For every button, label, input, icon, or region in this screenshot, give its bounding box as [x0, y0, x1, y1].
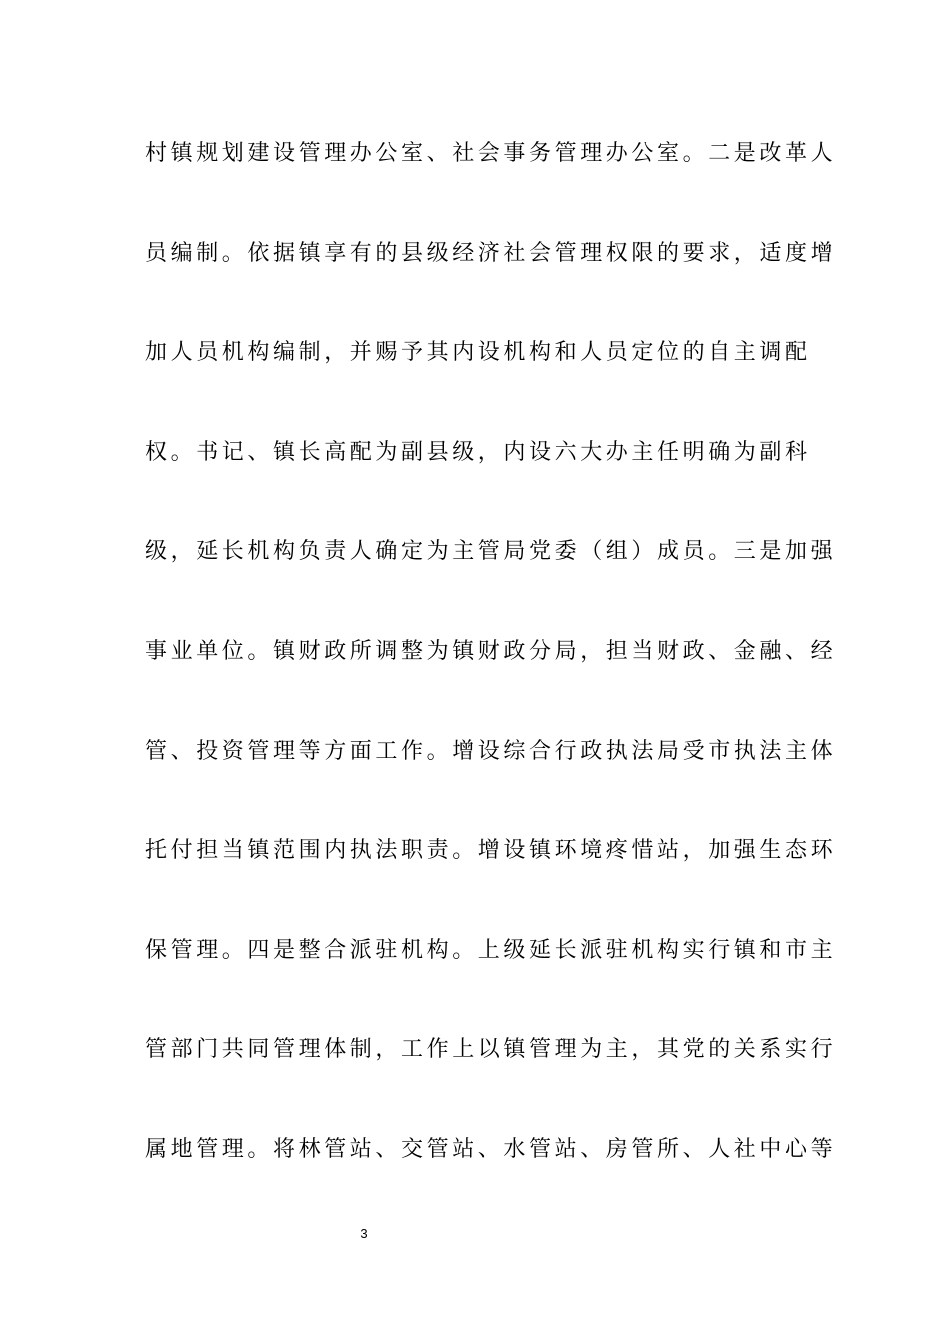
page-number: 3: [360, 1226, 368, 1241]
text-line: 加人员机构编制，并赐予其内设机构和人员定位的自主调配: [145, 340, 811, 366]
text-line: 权。书记、镇长高配为副县级，内设六大办主任明确为副科: [145, 439, 811, 465]
body-text: [145, 128, 837, 1224]
text-line: 村镇规划建设管理办公室、社会事务管理办公室。二是改革人: [145, 141, 837, 166]
text-line: 保管理。四是整合派驻机构。上级延长派驻机构实行镇和市主: [145, 937, 837, 963]
text-line: 管、投资管理等方面工作。增设综合行政执法局受市执法主体: [145, 738, 837, 764]
text-line: 属地管理。将林管站、交管站、水管站、房管所、人社中心等: [145, 1136, 837, 1162]
text-line: 事业单位。镇财政所调整为镇财政分局，担当财政、金融、经: [145, 638, 837, 664]
text-line: 级，延长机构负责人确定为主管局党委（组）成员。三是加强: [145, 539, 837, 565]
text-line: 托付担当镇范围内执法职责。增设镇环境疼惜站，加强生态环: [145, 838, 837, 864]
text-line: 管部门共同管理体制，工作上以镇管理为主，其党的关系实行: [145, 1037, 837, 1063]
text-line: 员编制。依据镇享有的县级经济社会管理权限的要求，适度增: [145, 240, 837, 266]
